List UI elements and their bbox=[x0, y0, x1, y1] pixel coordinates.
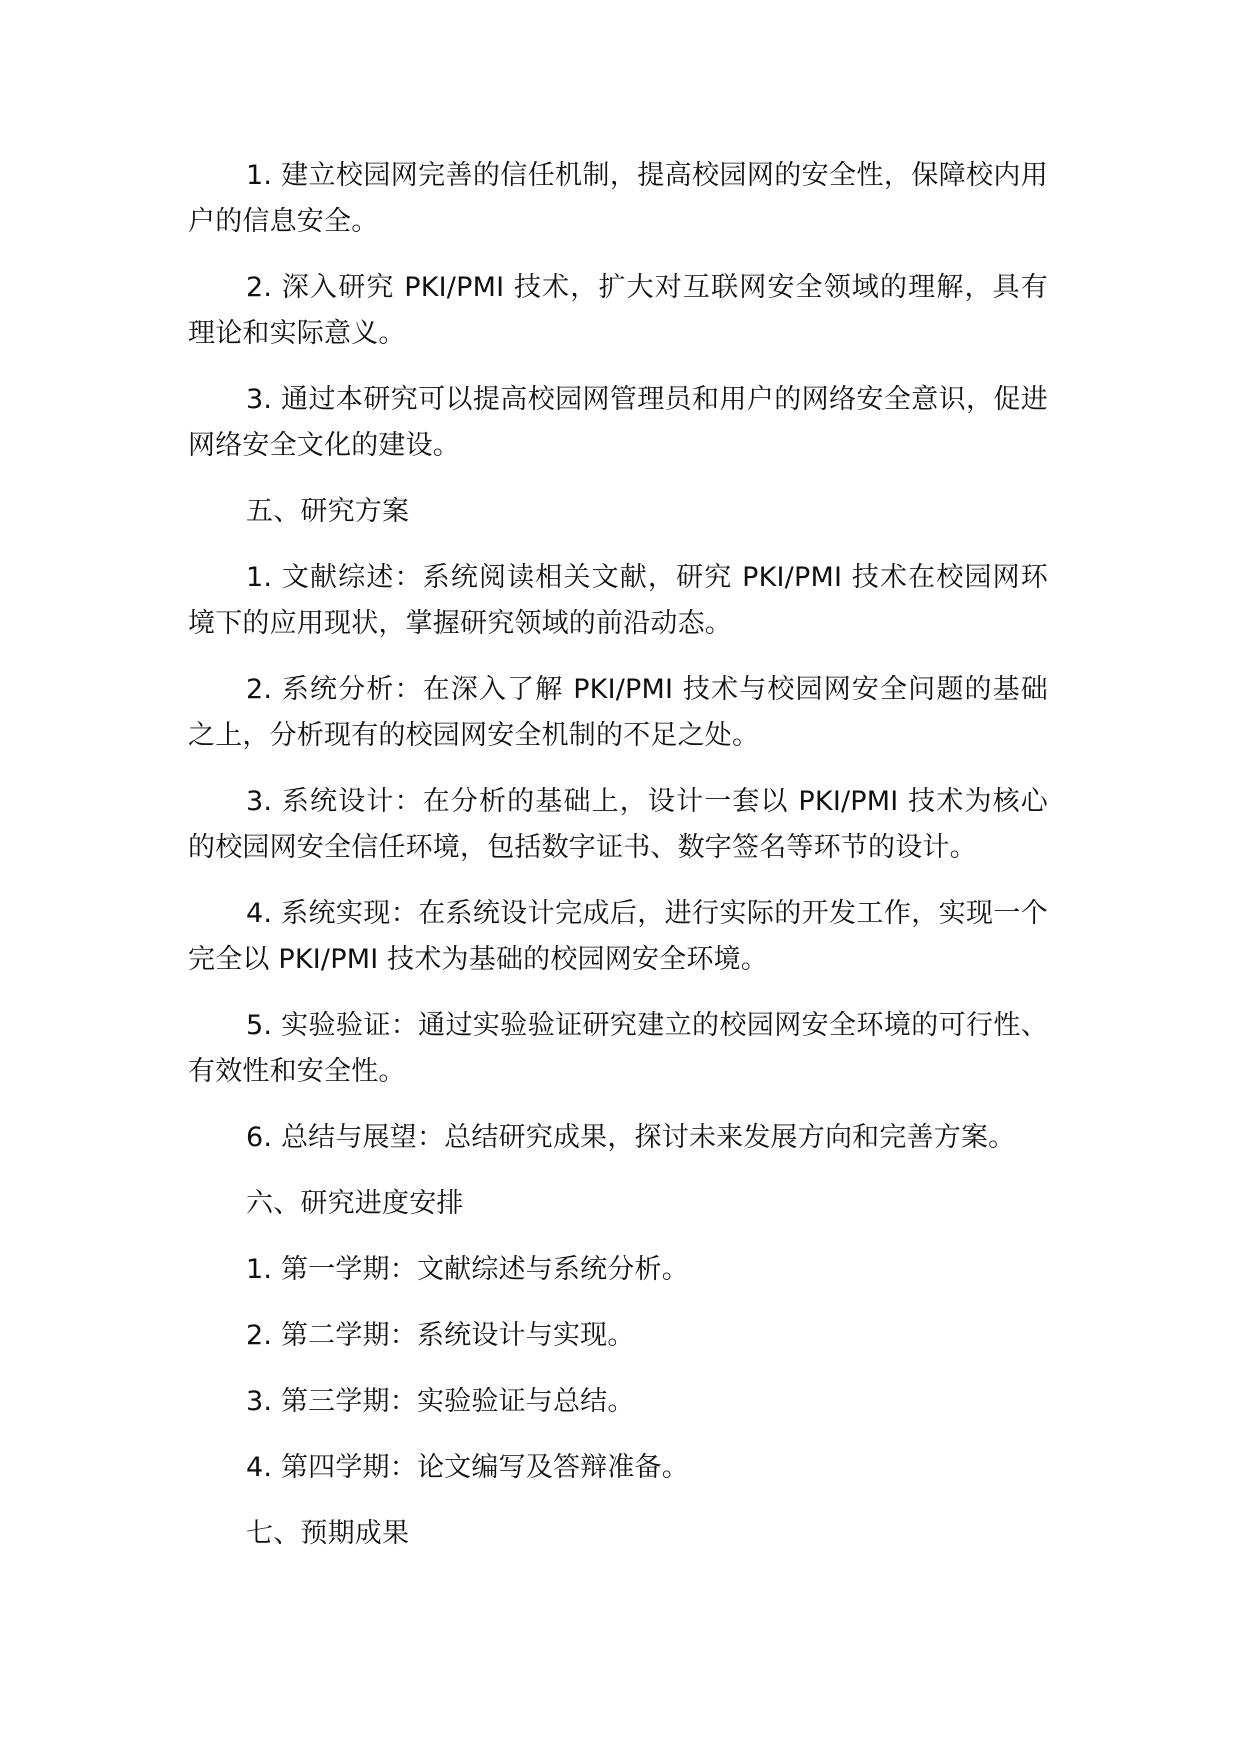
goal-paragraph-3: 3. 通过本研究可以提高校园网管理员和用户的网络安全意识，促进网络安全文化的建设。 bbox=[188, 384, 1048, 461]
document-body bbox=[188, 153, 1048, 1577]
plan-paragraph-2: 2. 系统分析：在深入了解 PKI/PMI 技术与校园网安全问题的基础之上，分析现有的校园网安全机制的不足之处。 bbox=[188, 674, 1048, 751]
schedule-item-1: 1. 第一学期：文献综述与系统分析。 bbox=[246, 1254, 689, 1285]
section-heading-research-plan: 五、研究方案 bbox=[246, 496, 410, 527]
schedule-item-2: 2. 第二学期：系统设计与实现。 bbox=[246, 1320, 635, 1351]
plan-paragraph-4: 4. 系统实现：在系统设计完成后，进行实际的开发工作，实现一个完全以 PKI/PMI 技术为基础的校园网安全环境。 bbox=[188, 898, 1048, 975]
goal-paragraph-2: 2. 深入研究 PKI/PMI 技术，扩大对互联网安全领域的理解，具有理论和实际意义。 bbox=[188, 272, 1048, 349]
plan-paragraph-3: 3. 系统设计：在分析的基础上，设计一套以 PKI/PMI 技术为核心的校园网安全信任环境，包括数字证书、数字签名等环节的设计。 bbox=[188, 786, 1048, 863]
goal-paragraph-1: 1. 建立校园网完善的信任机制，提高校园网的安全性，保障校内用户的信息安全。 bbox=[188, 160, 1048, 237]
schedule-item-4: 4. 第四学期：论文编写及答辩准备。 bbox=[246, 1452, 689, 1483]
plan-paragraph-6: 6. 总结与展望：总结研究成果，探讨未来发展方向和完善方案。 bbox=[246, 1122, 1016, 1153]
schedule-item-3: 3. 第三学期：实验验证与总结。 bbox=[246, 1386, 635, 1417]
plan-paragraph-5: 5. 实验验证：通过实验验证研究建立的校园网安全环境的可行性、有效性和安全性。 bbox=[188, 1010, 1048, 1087]
section-heading-expected-results: 七、预期成果 bbox=[246, 1518, 410, 1549]
plan-paragraph-1: 1. 文献综述：系统阅读相关文献，研究 PKI/PMI 技术在校园网环境下的应用现状，掌握研究领域的前沿动态。 bbox=[188, 562, 1048, 639]
section-heading-schedule: 六、研究进度安排 bbox=[246, 1188, 464, 1219]
